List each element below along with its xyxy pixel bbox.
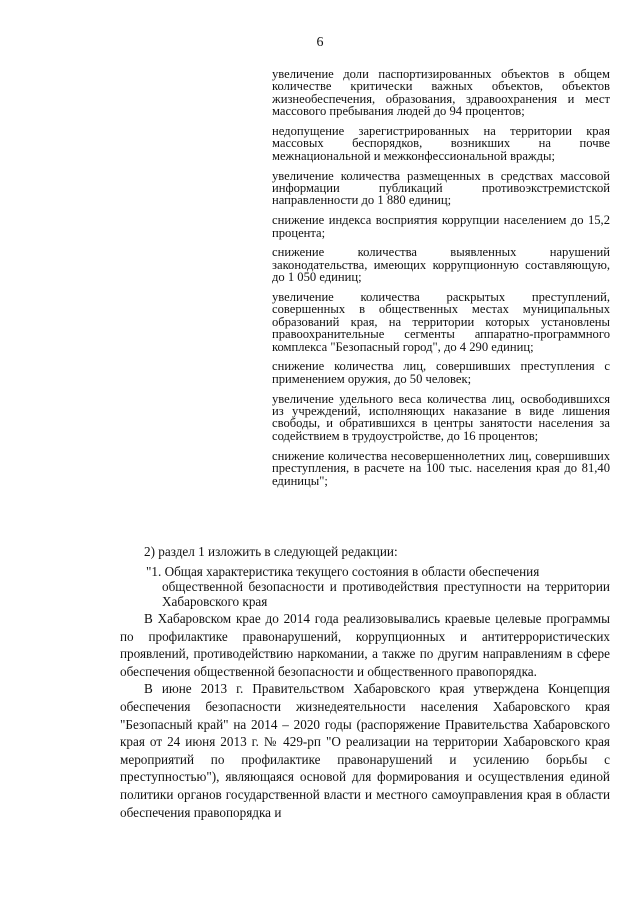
section-heading (146, 564, 610, 609)
page-number: 6 (316, 35, 324, 50)
indicator-item: снижение количества несовершеннолетних лиц, совершивших преступления, в расчете на 100 тыс. населения края до 81,40 единицы"; (272, 448, 610, 488)
indicator-item: недопущение зарегистрированных на территории края массовых беспорядков, возникших на почве межнациональной и межконфессиональной вражды; (272, 124, 610, 163)
indicator-item: снижение количества лиц, совершивших преступления с применением оружия, до 50 человек; (272, 359, 610, 386)
indicator-item: увеличение доли паспортизированных объектов в общем количестве критически важных объектов, объектов жизнеобеспечения, образования, здравоохранения и мест массового пребывания людей до 94 процентов; (272, 67, 610, 119)
body-text (120, 610, 610, 821)
section-heading-continuation: общественной безопасности и противодействия преступности на территории Хабаровского края (162, 579, 610, 609)
indicator-item: увеличение удельного веса количества лиц, освободившихся из учреждений, исполняющих наказание в виде лишения свободы, и обратившихся в центры занятости населения за содействием в трудоустройстве, до 16 процентов; (272, 391, 610, 443)
body-paragraph: В Хабаровском крае до 2014 года реализовывались краевые целевые программы по профилактике правонарушений, коррупционных и антитеррористических проявлений, противодействию наркомании, а также по другим направлениям в сфере обеспечения общественной безопасности и общественного правопорядка. (120, 611, 610, 679)
indicator-item: увеличение количества размещенных в средствах массовой информации публикаций противоэкстремистской направленности до 1 880 единиц; (272, 168, 610, 208)
section-heading-first-line: "1. Общая характеристика текущего состояния в области обеспечения (146, 564, 540, 579)
indicator-item: снижение количества выявленных нарушений законодательства, имеющих коррупционную составляющую, до 1 050 единиц; (272, 245, 610, 285)
indicator-item: снижение индекса восприятия коррупции населением до 15,2 процента; (272, 213, 610, 240)
section-instruction: 2) раздел 1 изложить в следующей редакции: (144, 544, 398, 559)
indicator-item: увеличение количества раскрытых преступлений, совершенных в общественных местах муниципальных образований края, на территории которых установлены правоохранительные сегменты аппаратно-программного комплекса "Безопасный город", до 4 290 единиц; (272, 290, 610, 354)
body-paragraph: В июне 2013 г. Правительством Хабаровского края утверждена Концепция обеспечения безопасности жизнедеятельности населения Хабаровского края "Безопасный край" на 2014 – 2020 годы (распоряжение Правительства Хабаровского края от 24 июня 2013 г. № 429-рп "О реализации на территории Хабаровского края мероприятий по профилактике правонарушений и усилению борьбы с преступностью"), являющаяся основой для формирования и осуществления единой политики органов государственной власти и местного самоуправления края в области обеспечения правопорядка и (120, 681, 610, 820)
indicators-list (272, 68, 610, 494)
